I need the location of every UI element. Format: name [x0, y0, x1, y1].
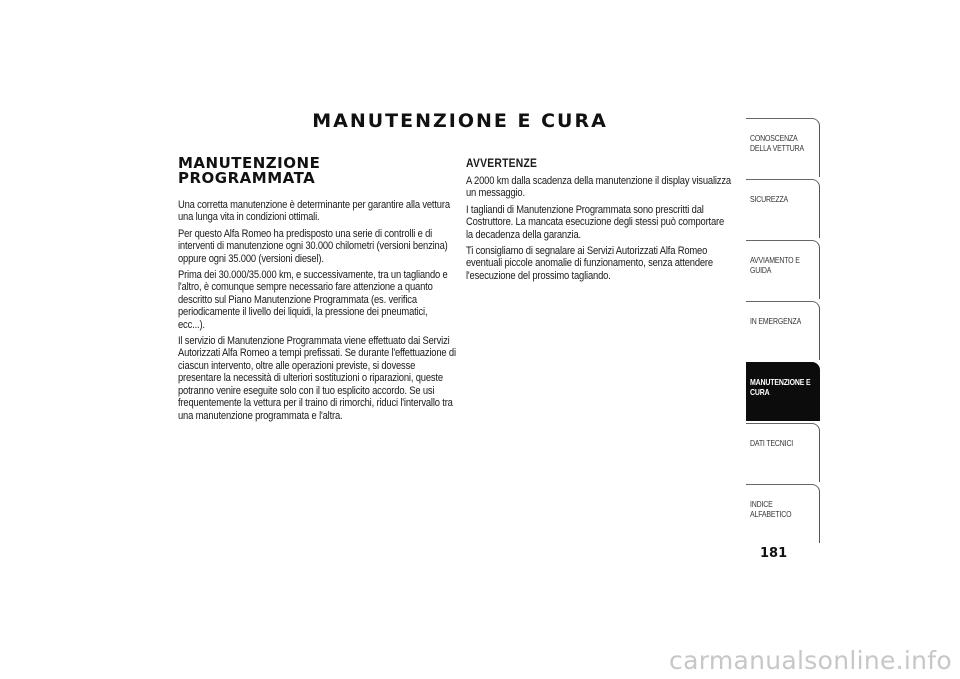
watermark: carmanualsonline.info [669, 646, 952, 675]
tab-label-line-2: CURA [750, 387, 770, 397]
left-paragraph-3: Prima dei 30.000/35.000 km, e successivamente, tra un tagliando e l'altro, è comunque sempre necessario fare attenzione a quanto descritto sul Piano Manutenzione Programmata (es. verifica periodicamente il livello dei liquidi, la pressione dei pneumatici, ecc...). [178, 269, 448, 331]
section-heading-line-1: MANUTENZIONE [178, 154, 321, 172]
left-paragraph-4: Il servizio di Manutenzione Programmata viene effettuato dai Servizi Autorizzati Alfa Romeo a tempi prefissati. Se durante l'effettuazione di ciascun intervento, oltre alle operazioni previste, si dovesse presentare la necessità di ulteriori sostituzioni o riparazioni, queste potranno venire eseguite solo con il tuo esplicito accordo. Se usi frequentemente la vettura per il traino di rimorchi, riduci l'intervallo tra una manutenzione programmata e l'altra. [178, 335, 456, 422]
tab-manutenzione-e-cura[interactable] [746, 362, 820, 421]
tab-label-line-1: INDICE ALFABETICO [750, 499, 792, 519]
right-paragraph-3: Ti consigliamo di segnalare ai Servizi Autorizzati Alfa Romeo eventuali piccole anomalie di funzionamento, senza attendere l'esecuzione del prossimo tagliando. [466, 245, 713, 282]
tab-sicurezza[interactable] [746, 179, 820, 238]
tab-label-line-1: AVVIAMENTO E [750, 255, 800, 265]
tab-conoscenza-della-vettura[interactable] [746, 118, 820, 177]
tab-label-line-2: DELLA VETTURA [750, 143, 805, 153]
section-heading-line-2: PROGRAMMATA [178, 169, 316, 187]
tab-label-line-1: CONOSCENZA [750, 133, 798, 143]
tab-label-line-1: DATI TECNICI [750, 438, 794, 448]
warnings-heading: AVVERTENZE [466, 156, 538, 170]
right-column [466, 156, 732, 286]
tab-indice-alfabetico[interactable] [746, 484, 820, 543]
tab-in-emergenza[interactable] [746, 301, 820, 360]
left-paragraph-2: Per questo Alfa Romeo ha predisposto una serie di controlli e di interventi di manutenzione ogni 30.000 chilometri (versioni benzina) oppure ogni 35.000 (versioni diesel). [178, 227, 448, 265]
page-number: 181 [760, 546, 788, 561]
page-title: MANUTENZIONE E CURA [312, 110, 608, 132]
left-paragraph-1: Una corretta manutenzione è determinante per garantire alla vettura una lunga vita in condizioni ottimali. [178, 199, 450, 224]
tab-label-line-1: IN EMERGENZA [750, 316, 802, 326]
right-paragraph-1: A 2000 km dalla scadenza della manutenzione il display visualizza un messaggio. [466, 175, 731, 200]
tab-dati-tecnici[interactable] [746, 423, 820, 482]
tab-label-line-2: GUIDA [750, 265, 772, 275]
right-paragraph-2: I tagliandi di Manutenzione Programmata sono prescritti dal Costruttore. La mancata esecuzione degli stessi può comportare la decadenza della garanzia. [466, 203, 725, 241]
tab-label-line-1: MANUTENZIONE E [750, 377, 811, 387]
section-heading-manutenzione-programmata [178, 156, 456, 186]
tab-avviamento-e-guida[interactable] [746, 240, 820, 299]
chapter-tabs [746, 118, 820, 545]
tab-label-line-1: SICUREZZA [750, 194, 789, 204]
left-column [178, 156, 456, 426]
